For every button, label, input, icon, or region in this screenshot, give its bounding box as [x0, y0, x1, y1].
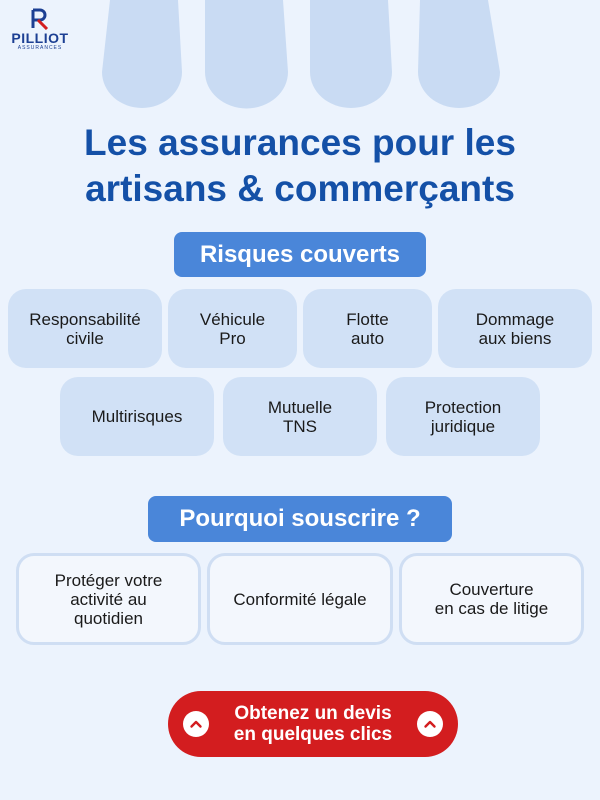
- risk-card-label: Dommage: [475, 309, 555, 329]
- why-card-couverture-litige: [399, 553, 584, 645]
- why-card-conformite-legale: [207, 553, 393, 645]
- logo-subtitle: ASSURANCES: [17, 45, 63, 51]
- risk-card-label: TNS: [282, 416, 317, 436]
- page-title: [0, 120, 600, 212]
- risk-card-label: civile: [66, 328, 104, 348]
- why-card-label: activité au: [70, 589, 147, 609]
- risk-card-label: aux biens: [478, 328, 552, 348]
- why-card-label: Protéger votre: [54, 570, 163, 590]
- cta-label-line1: Obtenez un devis: [234, 703, 392, 724]
- why-card-label: Couverture: [449, 580, 534, 599]
- logo: [8, 8, 72, 64]
- risk-card-label: Véhicule: [199, 309, 266, 329]
- cta-label-line2: en quelques clics: [233, 724, 393, 745]
- page-title-line1: Les assurances pour les: [84, 122, 516, 163]
- chevron-up-icon: [183, 711, 209, 737]
- risk-card-protection-juridique: [386, 377, 540, 456]
- risk-card-mutuelle-tns: [223, 377, 377, 456]
- awning-decoration: [0, 0, 600, 110]
- risques-heading: Risques couverts: [174, 232, 426, 277]
- risk-card-vehicule-pro: [168, 289, 297, 368]
- pourquoi-heading: Pourquoi souscrire ?: [148, 496, 452, 542]
- page-title-line2: artisans & commerçants: [85, 168, 515, 209]
- risk-card-label: Responsabilité: [29, 309, 141, 329]
- risk-card-label: Multirisques: [91, 407, 183, 426]
- risk-card-multirisques: [60, 377, 214, 456]
- why-card-label: Conformité légale: [233, 589, 367, 609]
- cta-label: [209, 703, 417, 745]
- risk-card-label: Mutuelle: [267, 397, 333, 417]
- logo-mark: [29, 8, 51, 30]
- cta-devis-button[interactable]: [168, 691, 458, 757]
- risk-card-flotte-auto: [303, 289, 432, 368]
- logo-name: PILLIOT: [11, 30, 69, 46]
- why-card-proteger-activite: [16, 553, 201, 645]
- risk-card-dommage-aux-biens: [438, 289, 592, 368]
- risk-card-label: Flotte: [346, 309, 389, 329]
- why-card-label: en cas de litige: [434, 599, 549, 618]
- risk-card-label: Protection: [424, 397, 502, 417]
- risk-card-responsabilite-civile: [8, 289, 162, 368]
- risk-card-label: auto: [350, 328, 385, 348]
- chevron-up-icon: [417, 711, 443, 737]
- risk-card-label: Pro: [219, 328, 246, 348]
- why-card-label: quotidien: [73, 608, 143, 628]
- risk-card-label: juridique: [430, 416, 496, 436]
